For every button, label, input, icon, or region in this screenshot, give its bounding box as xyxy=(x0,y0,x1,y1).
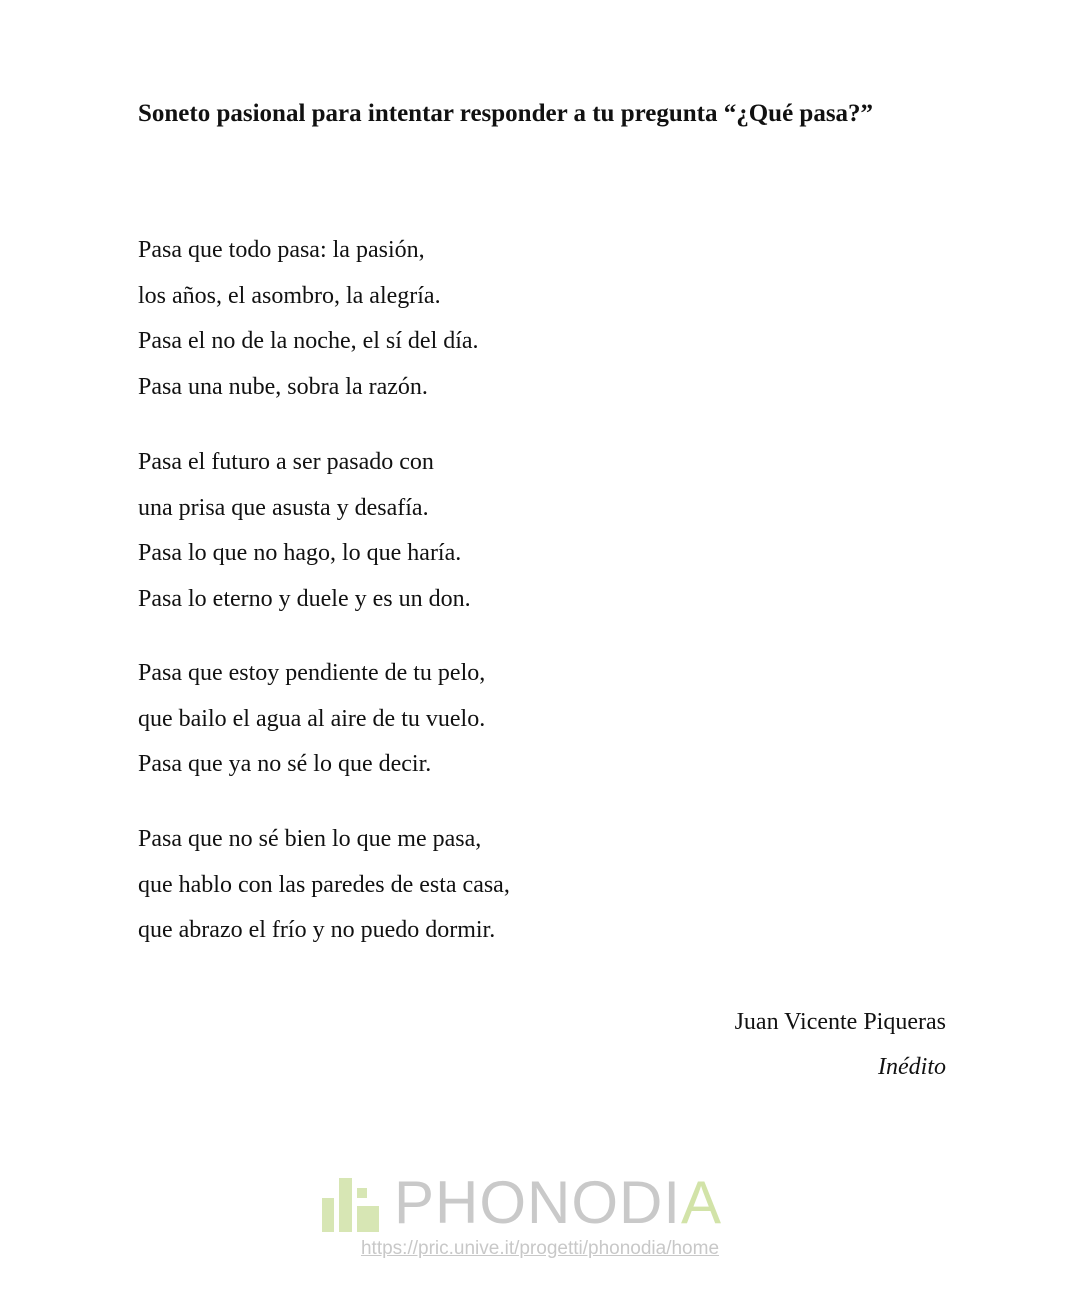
stanza-1 xyxy=(138,228,838,410)
verse-line: Pasa el futuro a ser pasado con xyxy=(138,449,434,475)
bar-chart-logo-icon xyxy=(322,1178,382,1232)
watermark-url-link[interactable]: https://pric.unive.it/progetti/phonodia/home xyxy=(360,1238,720,1259)
logo-wordmark-main: PHONODI xyxy=(394,1169,682,1236)
stanza-4 xyxy=(138,817,838,954)
logo-wordmark xyxy=(394,1170,722,1236)
verse-line: Pasa el no de la noche, el sí del día. xyxy=(138,328,479,354)
verse-line: una prisa que asusta y desafía. xyxy=(138,494,429,521)
verse-line: que abrazo el frío y no puedo dormir. xyxy=(138,917,496,943)
phonodia-logo xyxy=(322,1169,762,1236)
stanza-2 xyxy=(138,440,838,622)
verse-line: los años, el asombro, la alegría. xyxy=(138,282,441,309)
logo-wordmark-accent: A xyxy=(681,1169,723,1236)
author-name: Juan Vicente Piqueras xyxy=(734,1009,946,1035)
verse-line: Pasa que ya no sé lo que decir. xyxy=(138,751,432,777)
verse-line: Pasa lo que no hago, lo que haría. xyxy=(138,540,462,566)
verse-line: Pasa una nube, sobra la razón. xyxy=(138,373,428,400)
poem-title: Soneto pasional para intentar responder a tu pregunta “¿Qué pasa?” xyxy=(138,100,874,127)
verse-line: Pasa que estoy pendiente de tu pelo, xyxy=(138,660,486,686)
verse-line: Pasa que no sé bien lo que me pasa, xyxy=(138,826,482,852)
verse-line: Pasa lo eterno y duele y es un don. xyxy=(138,585,471,612)
source-note: Inédito xyxy=(878,1054,946,1080)
verse-line: Pasa que todo pasa: la pasión, xyxy=(138,237,425,263)
stanza-3 xyxy=(138,651,838,788)
verse-line: que hablo con las paredes de esta casa, xyxy=(138,871,510,898)
signature-block xyxy=(735,1000,946,1090)
verse-line: que bailo el agua al aire de tu vuelo. xyxy=(138,705,486,732)
